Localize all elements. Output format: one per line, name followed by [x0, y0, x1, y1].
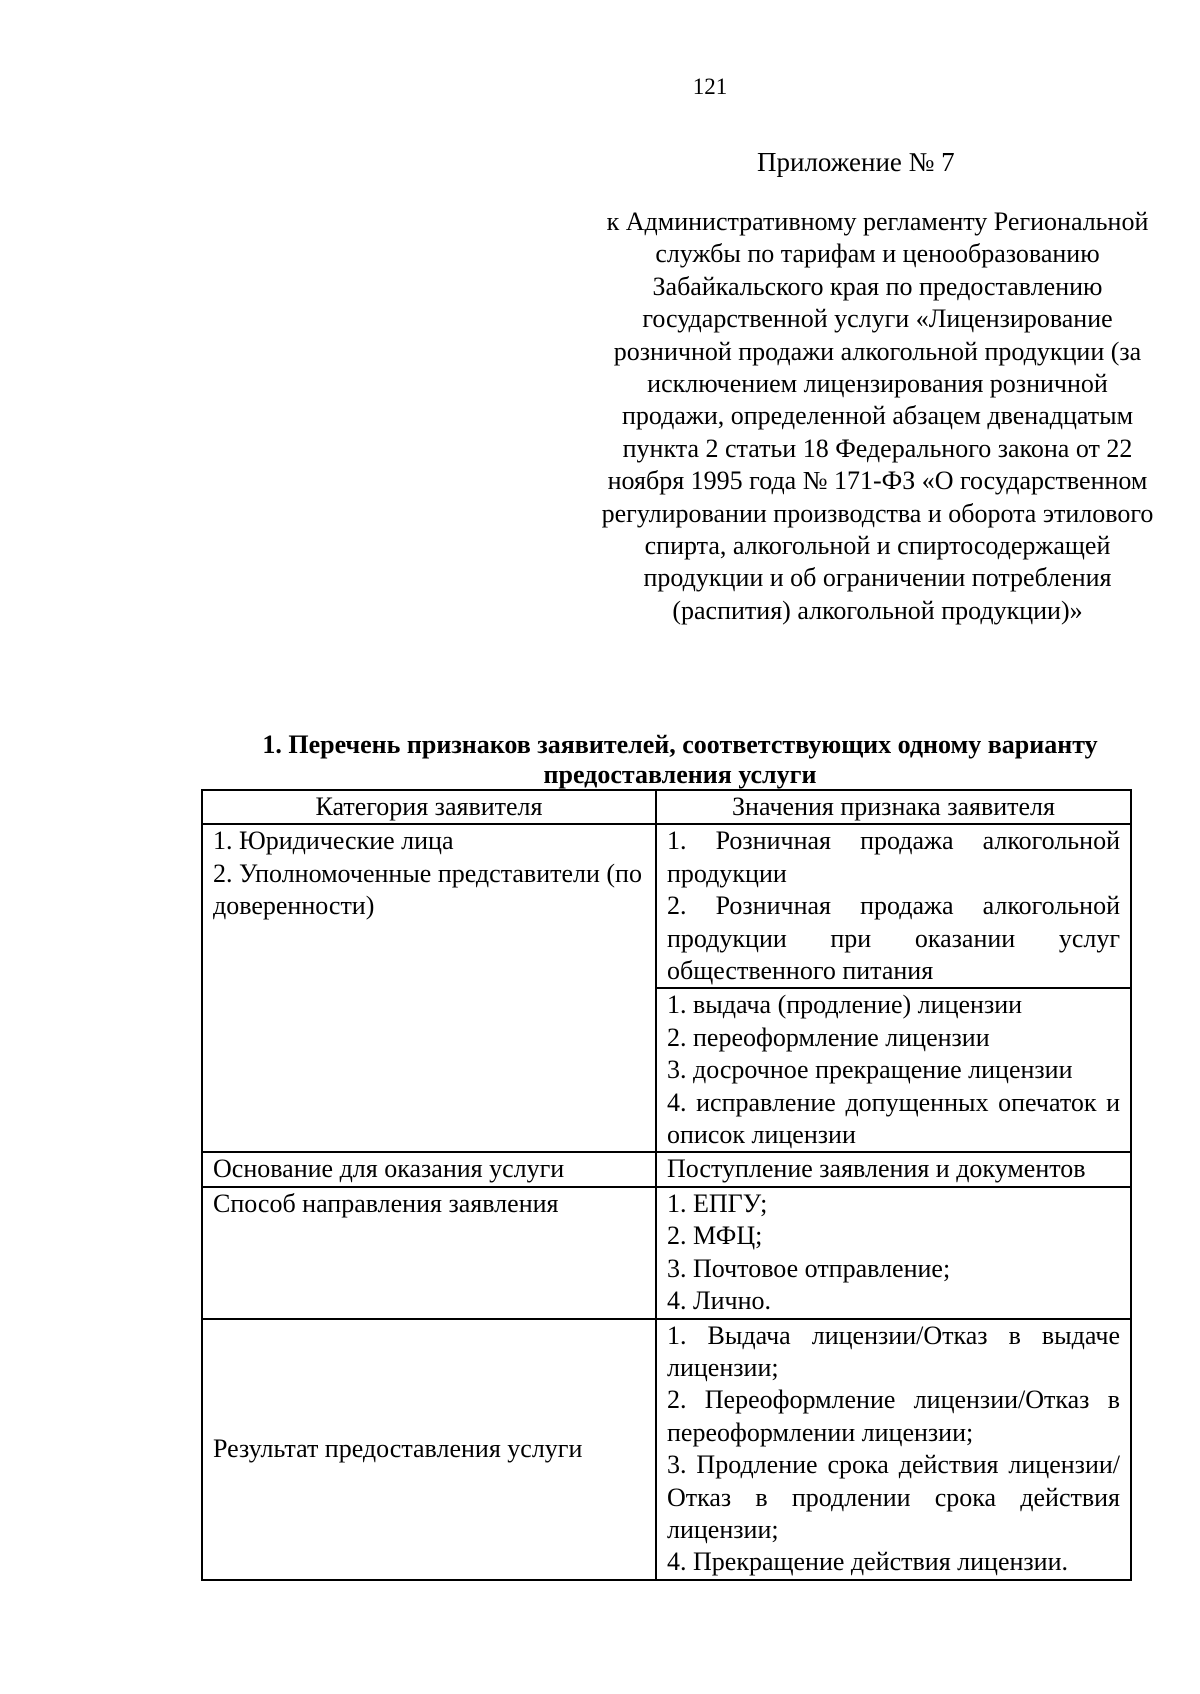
header-values: Значения признака заявителя [656, 790, 1131, 824]
result-item: 2. Переоформление лицензии/Отказ в переоформлении лицензии; [667, 1385, 1120, 1447]
basis-value: Поступление заявления и документов [656, 1152, 1131, 1186]
category-item: 2. Уполномоченные представители (по доверенности) [213, 858, 642, 921]
action-item: 4. исправление допущенных опечаток и описок лицензии [667, 1087, 1120, 1150]
method-item: 4. Лично. [667, 1286, 772, 1316]
basis-label: Основание для оказания услуги [202, 1152, 656, 1186]
section-heading: 1. Перечень признаков заявителей, соответствующих одному варианту предоставления услуги [262, 730, 1098, 789]
table-row [202, 1187, 1131, 1319]
appendix-text: к Административному регламенту Региональной службы по тарифам и ценообразованию Забайкальского края по предоставлению государственной услуги «Лицензирование розничной продажи алкогольной продукции (за исключением лицензирования розничной продажи, определенной абзацем двенадцатым пункта 2 статьи 18 Федерального закона от 22 ноября 1995 года № 171-ФЗ «О государственном регулировании производства и оборота этилового спирта, алкогольной и спиртосодержащей продукции и об ограничении потребления (распития) алкогольной продукции)» [601, 207, 1154, 625]
action-item: 2. переоформление лицензии [667, 1022, 990, 1052]
method-item: 1. ЕПГУ; [667, 1188, 768, 1218]
activity-item: 2. Розничная продажа алкогольной продукции при оказании услуг общественного питания [667, 891, 1120, 986]
result-item: 1. Выдача лицензии/Отказ в выдаче лицензии; [667, 1320, 1120, 1382]
category-item: 1. Юридические лица [213, 826, 454, 856]
method-item: 3. Почтовое отправление; [667, 1253, 951, 1283]
table-row [202, 1152, 1131, 1186]
result-item: 3. Продление срока действия лицензии/Отказ в продлении срока действия лицензии; [667, 1450, 1120, 1544]
result-label: Результат предоставления услуги [202, 1319, 656, 1580]
method-item: 2. МФЦ; [667, 1221, 763, 1251]
category-cell [202, 824, 656, 1152]
activity-cell [656, 824, 1131, 988]
table-row [202, 1319, 1131, 1580]
actions-cell [656, 988, 1131, 1152]
table-row [202, 824, 1131, 988]
activity-item: 1. Розничная продажа алкогольной продукции [667, 826, 1120, 888]
table-header-row [202, 790, 1131, 824]
result-item: 4. Прекращение действия лицензии. [667, 1547, 1069, 1577]
action-item: 1. выдача (продление) лицензии [667, 990, 1023, 1020]
action-item: 3. досрочное прекращение лицензии [667, 1055, 1073, 1085]
result-cell [656, 1319, 1131, 1580]
header-category: Категория заявителя [202, 790, 656, 824]
method-cell [656, 1187, 1131, 1319]
page-number: 121 [692, 74, 728, 99]
applicant-criteria-table [201, 789, 1132, 1581]
appendix-title: Приложение № 7 [757, 147, 955, 177]
method-label: Способ направления заявления [202, 1187, 656, 1319]
